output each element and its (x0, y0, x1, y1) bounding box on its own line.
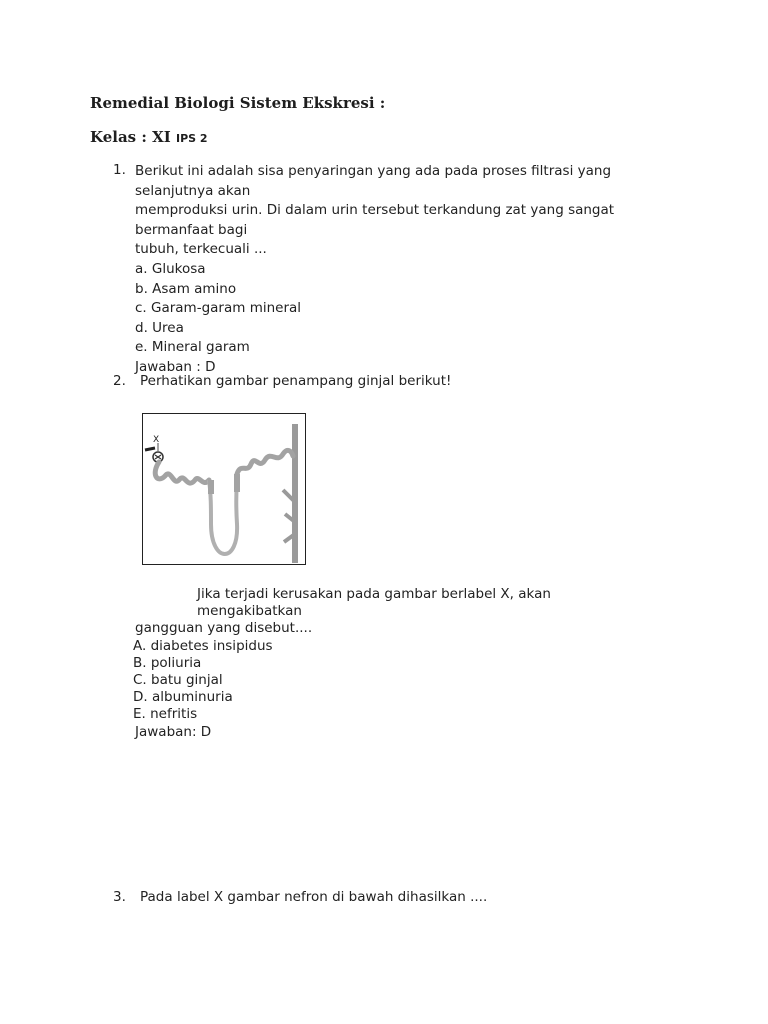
question-2-number: 2. (113, 373, 126, 389)
question-2-line: Jika terjadi kerusakan pada gambar berlabel X, akan mengakibatkan (197, 586, 551, 620)
question-2-option-e: E. nefritis (133, 706, 198, 723)
question-1-answer: Jawaban : D (135, 358, 216, 375)
question-1-line: Berikut ini adalah sisa penyaringan yang ada pada proses filtrasi yang selanjutnya akan (135, 163, 612, 199)
question-2-body (135, 586, 655, 741)
class-label: Kelas : XI (90, 128, 171, 146)
question-2-option-a: A. diabetes insipidus (133, 637, 273, 654)
question-2-option-c: C. batu ginjal (133, 672, 223, 689)
page-title: Remedial Biologi Sistem Ekskresi : (90, 94, 386, 112)
question-1-option-d: d. Urea (135, 319, 184, 336)
question-2-option-b: B. poliuria (133, 654, 202, 671)
question-1-option-c: c. Garam-garam mineral (135, 300, 302, 317)
class-name: IPS 2 (175, 132, 208, 145)
class-heading (90, 128, 208, 146)
figure-label-x: X (153, 435, 160, 445)
question-1-line: tubuh, terkecuali ... (135, 241, 267, 258)
nephron-drawing (143, 414, 304, 563)
question-2-answer: Jawaban: D (135, 723, 212, 740)
question-2-option-d: D. albuminuria (133, 689, 233, 706)
question-1-option-a: a. Glukosa (135, 260, 206, 277)
question-3-number: 3. (113, 889, 126, 905)
question-1 (135, 162, 680, 378)
question-1-option-e: e. Mineral garam (135, 339, 250, 356)
question-1-number: 1. (113, 162, 126, 178)
question-1-line: memproduksi urin. Di dalam urin tersebut terkandung zat yang sangat bermanfaat bagi (135, 202, 615, 238)
question-2-line: gangguan yang disebut.... (135, 620, 313, 637)
question-2-text: Perhatikan gambar penampang ginjal berikut! (140, 373, 452, 389)
question-3-text: Pada label X gambar nefron di bawah dihasilkan .... (140, 889, 488, 905)
question-1-option-b: b. Asam amino (135, 280, 237, 297)
nephron-figure (142, 413, 306, 565)
